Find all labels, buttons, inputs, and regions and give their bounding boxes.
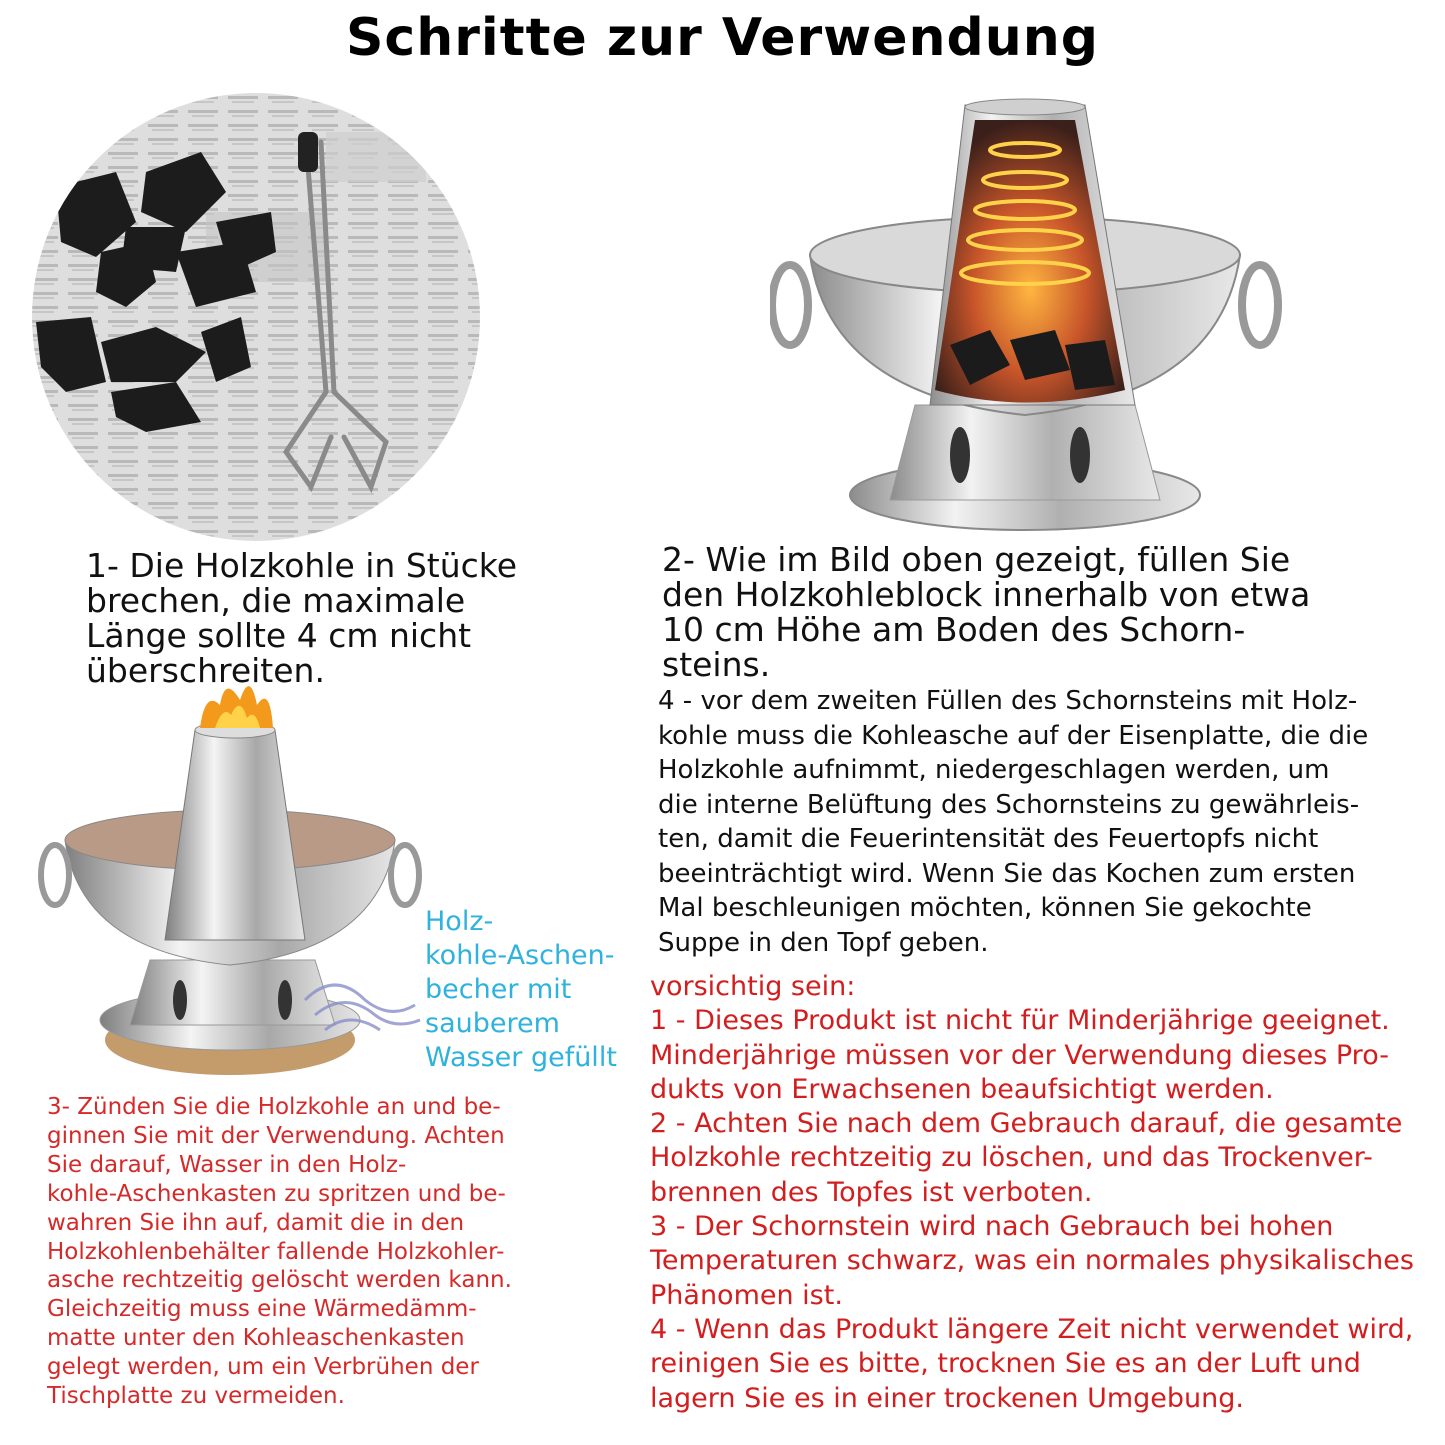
hotpot-cutaway-photo: [770, 95, 1300, 535]
caution-item-3: 3 - Der Schornstein wird nach Gebrauch bei hohen Temperaturen schwarz, was ein normales physikalisches Phänomen ist.: [650, 1211, 1414, 1311]
step-3-text: 3- Zünden Sie die Holzkohle an und be- ginnen Sie mit der Verwendung. Achten Sie darauf, Wasser in den Holz- kohle-Aschenkasten zu spritzen und be- wahren Sie ihn auf, damit die in den Holzkohlenbehälter fallende Holzkohler- asche rechtzeitig gelöscht werden kann. Gleichzeitig muss eine Wärmedämm- matte unter den Kohleaschenkasten gelegt werden, um ein Verbrühen der Tischplatte zu vermeiden.: [47, 1094, 512, 1410]
step-4-text: 4 - vor dem zweiten Füllen des Schornsteins mit Holz- kohle muss die Kohleasche auf der Eisenplatte, die die Holzkohle aufnimmt, niedergeschlagen werden, um die interne Belüftung des Schornsteins zu gewährleis- ten, damit die Feuerintensität des Feuertopfs nicht beeinträchtigt wird. Wenn Sie das Kochen zum ersten Mal beschleunigen möchten, können Sie gekochte Suppe in den Topf geben.: [658, 686, 1369, 958]
page-title: Schritte zur Verwendung: [345, 8, 1099, 68]
step-2-text: 2- Wie im Bild oben gezeigt, füllen Sie den Holzkohleblock innerhalb von etwa 10 cm Höhe am Boden des Schorn- steins.: [662, 540, 1311, 684]
ash-cup-water-label: Holz- kohle-Aschen- becher mit sauberem Wasser gefüllt: [425, 906, 617, 1073]
caution-item-4: 4 - Wenn das Produkt längere Zeit nicht verwendet wird, reinigen Sie es bitte, trocknen Sie es an der Luft und lagern Sie es in einer trockenen Umgebung.: [650, 1313, 1414, 1414]
step-1-text: 1- Die Holzkohle in Stücke brechen, die maximale Länge sollte 4 cm nicht überschreiten.: [86, 546, 518, 690]
caution-item-2: 2 - Achten Sie nach dem Gebrauch darauf, die gesamte Holzkohle rechtzeitig zu löschen, und das Trockenver- brennen des Topfes ist verboten.: [650, 1108, 1403, 1208]
caution-item-1: 1 - Dieses Produkt ist nicht für Minderjährige geeignet. Minderjährige müssen vor der Verwendung dieses Pro- dukts von Erwachsenen beaufsichtigt werden.: [650, 1005, 1390, 1105]
cautions-heading: vorsichtig sein:: [650, 971, 856, 1002]
hotpot-fire-photo: [35, 670, 425, 1080]
charcoal-photo: [26, 92, 486, 542]
cautions-section: [650, 970, 1440, 1416]
